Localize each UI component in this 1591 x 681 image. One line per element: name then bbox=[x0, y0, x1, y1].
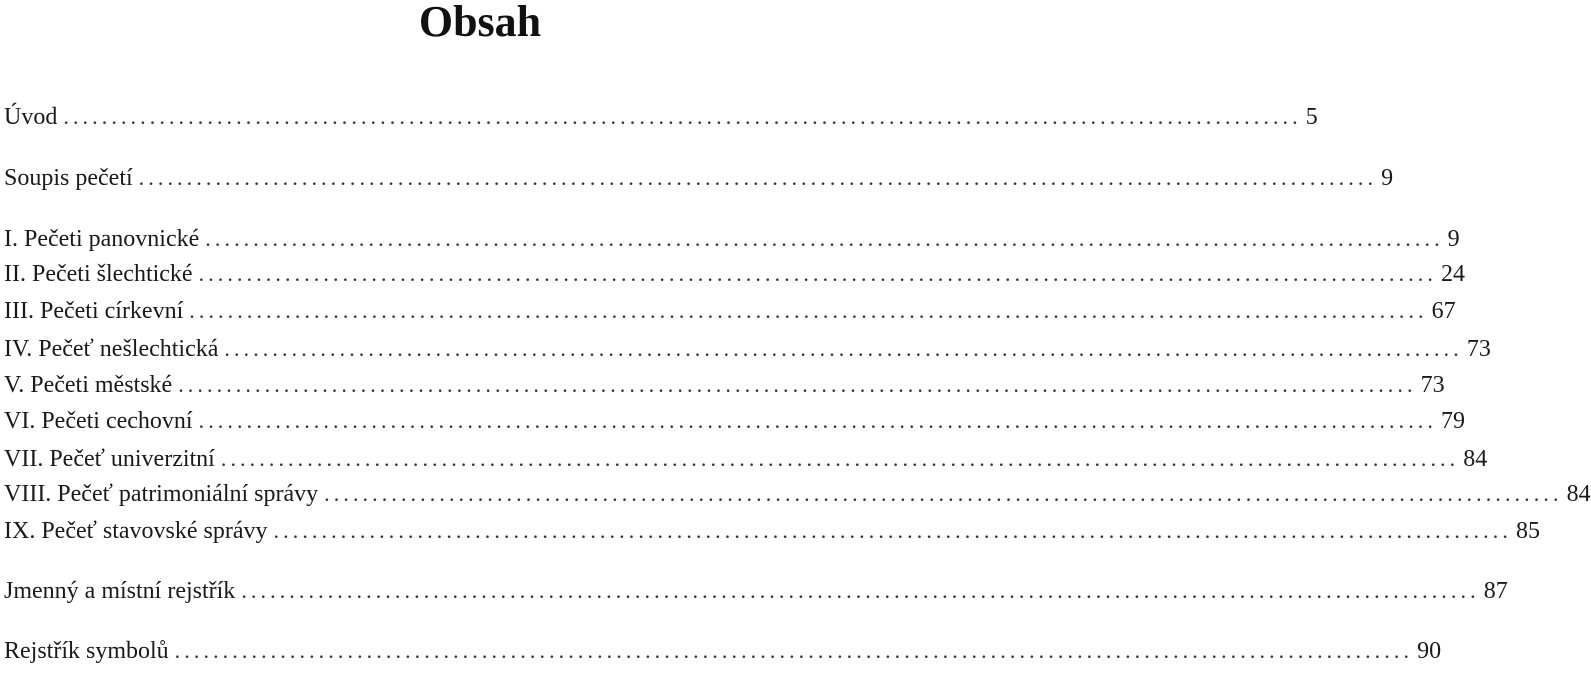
toc-entry-uvod bbox=[4, 98, 1318, 132]
toc-entry-pecet-stavovske-spravy bbox=[4, 512, 1540, 546]
toc-entry-page-number: 73 bbox=[1420, 372, 1445, 398]
toc-entry-label: II. Pečeti šlechtické bbox=[4, 261, 193, 287]
toc-entry-page-number: 84 bbox=[1566, 481, 1591, 507]
dot-leader: ................................................................................................................................. bbox=[138, 165, 1378, 190]
toc-entry-page-number: 67 bbox=[1431, 298, 1456, 324]
toc-entry-label: IV. Pečeť nešlechtická bbox=[4, 336, 219, 362]
dot-leader: ................................................................................................................................. bbox=[220, 446, 1460, 471]
toc-entry-page-number: 9 bbox=[1381, 165, 1394, 191]
page-title: Obsah bbox=[418, 0, 542, 46]
toc-entry-pecet-neslechticka bbox=[4, 330, 1491, 364]
toc-entry-page-number: 85 bbox=[1515, 518, 1540, 544]
toc-entry-pecet-patrimonialni-spravy bbox=[4, 475, 1591, 509]
toc-entry-soupis-peceti bbox=[4, 159, 1394, 193]
toc-entry-page-number: 79 bbox=[1441, 408, 1465, 434]
toc-entry-label: VIII. Pečeť patrimoniální správy bbox=[4, 481, 319, 507]
dot-leader: ................................................................................................................................. bbox=[174, 638, 1414, 663]
toc-entry-peceti-slechticke bbox=[4, 255, 1465, 289]
dot-leader: ................................................................................................................................. bbox=[198, 408, 1437, 433]
toc-entry-label: Soupis pečetí bbox=[4, 165, 133, 191]
toc-entry-label: V. Pečeti městské bbox=[4, 372, 173, 398]
toc-entry-pecet-univerzitni bbox=[4, 440, 1488, 474]
toc-entry-label: Jmenný a místní rejstřík bbox=[4, 578, 236, 604]
toc-entry-jmenny-a-mistni-rejstrik bbox=[4, 572, 1508, 606]
toc-entry-page-number: 90 bbox=[1417, 638, 1442, 664]
toc-entry-label: IX. Pečeť stavovské správy bbox=[4, 518, 268, 544]
dot-leader: ................................................................................................................................. bbox=[189, 298, 1428, 323]
toc-entry-label: VI. Pečeti cechovní bbox=[4, 408, 193, 434]
dot-leader: ................................................................................................................................. bbox=[178, 372, 1417, 397]
dot-leader: ................................................................................................................................. bbox=[241, 578, 1480, 603]
dot-leader: ................................................................................................................................. bbox=[205, 226, 1444, 251]
toc-entry-peceti-mestske bbox=[4, 366, 1445, 400]
toc-entry-peceti-panovnicke bbox=[4, 220, 1460, 254]
toc-entry-page-number: 5 bbox=[1305, 104, 1318, 130]
toc-entry-label: Rejstřík symbolů bbox=[4, 638, 169, 664]
dot-leader: ................................................................................................................................. bbox=[224, 336, 1463, 361]
toc-entry-rejstrik-symbolu bbox=[4, 632, 1442, 666]
dot-leader: ................................................................................................................................. bbox=[273, 518, 1512, 543]
toc-entry-page-number: 9 bbox=[1447, 226, 1460, 252]
dot-leader: ................................................................................................................................. bbox=[63, 104, 1302, 129]
dot-leader: ................................................................................................................................. bbox=[198, 261, 1437, 286]
dot-leader: ................................................................................................................................. bbox=[324, 481, 1563, 506]
toc-entry-page-number: 24 bbox=[1440, 261, 1465, 287]
toc-entry-peceti-cechovni bbox=[4, 402, 1465, 436]
toc-entry-label: I. Pečeti panovnické bbox=[4, 226, 200, 252]
toc-entry-label: III. Pečeti církevní bbox=[4, 298, 184, 324]
toc-entry-page-number: 73 bbox=[1466, 336, 1491, 362]
toc-entry-page-number: 84 bbox=[1463, 446, 1488, 472]
toc-entry-label: Úvod bbox=[4, 104, 58, 130]
toc-entry-page-number: 87 bbox=[1483, 578, 1508, 604]
toc-entry-label: VII. Pečeť univerzitní bbox=[4, 446, 215, 472]
toc-entry-peceti-cirkevni bbox=[4, 292, 1456, 326]
